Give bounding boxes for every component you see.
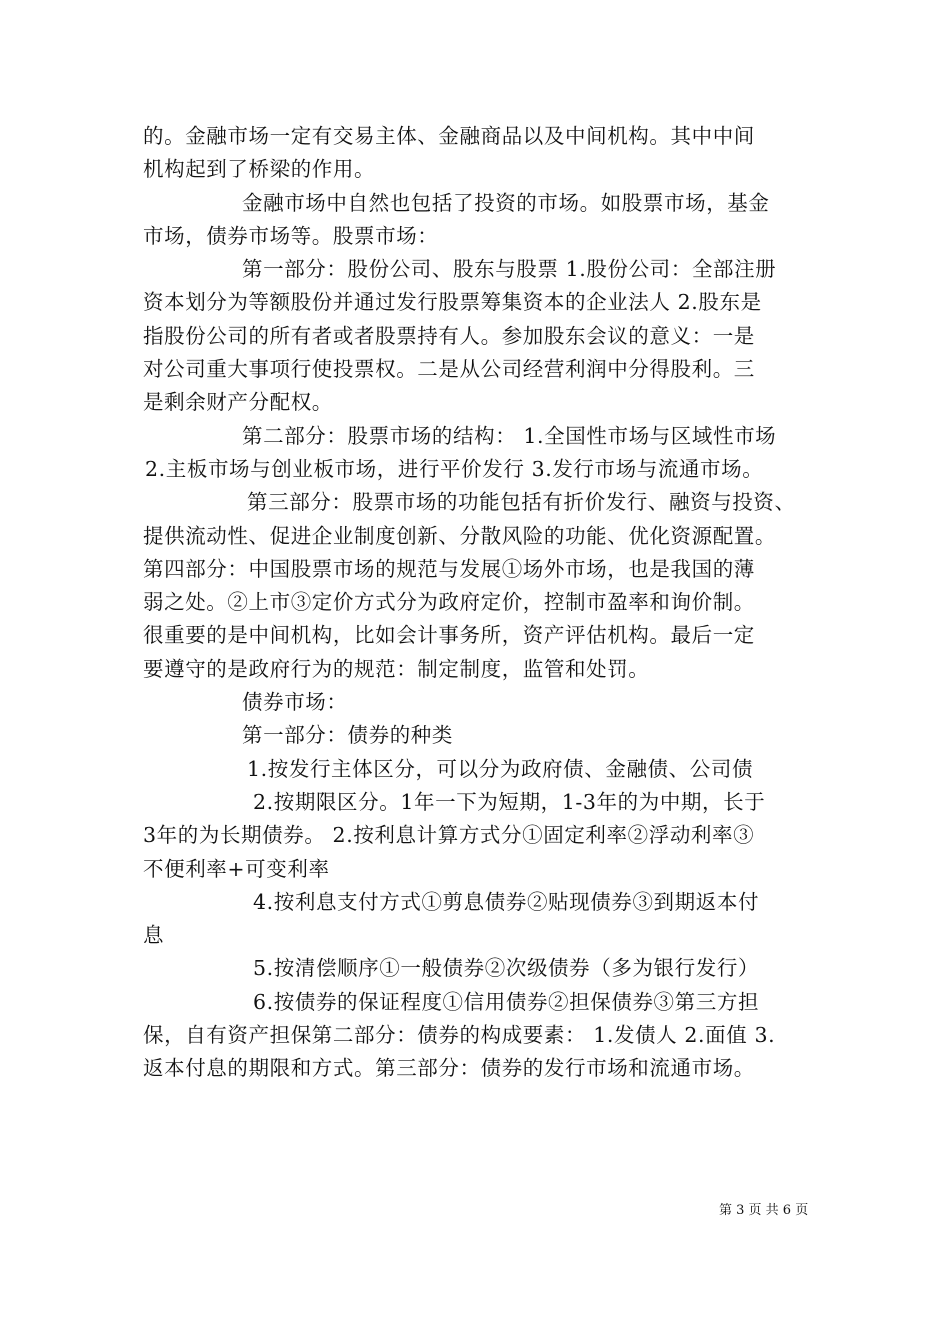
text-line: 资本划分为等额股份并通过发行股票筹集资本的企业法人 2.股东是 — [143, 290, 762, 315]
document-body — [143, 120, 809, 1086]
text-line: 对公司重大事项行使投票权。二是从公司经营利润中分得股利。三 — [143, 357, 755, 382]
text-line: 第四部分：中国股票市场的规范与发展①场外市场，也是我国的薄 — [143, 556, 755, 581]
text-line: 金融市场中自然也包括了投资的市场。如股票市场，基金 — [242, 190, 770, 215]
text-line: 第二部分：股票市场的结构： 1.全国性市场与区域性市场 — [242, 423, 777, 448]
list-item: 2.按期限区分。1年一下为短期，1-3年的为中期，长于 — [253, 789, 766, 814]
text-line: 弱之处。②上市③定价方式分为政府定价，控制市盈率和询价制。 — [143, 590, 755, 615]
text-line: 3年的为长期债券。 2.按利息计算方式分①固定利率②浮动利率③ — [143, 823, 755, 848]
text-line: 的。金融市场一定有交易主体、金融商品以及中间机构。其中中间 — [143, 124, 755, 148]
section-heading: 债券市场： — [242, 690, 348, 715]
list-item: 6.按债券的保证程度①信用债券②担保债券③第三方担 — [253, 989, 760, 1014]
text-line: 第三部分：股票市场的功能包括有折价发行、融资与投资、 — [247, 490, 796, 515]
text-line: 第一部分：债券的种类 — [242, 723, 453, 748]
text-line: 不便利率+可变利率 — [143, 856, 330, 881]
text-line: 2.主板市场与创业板市场，进行平价发行 3.发行市场与流通市场。 — [145, 456, 764, 481]
text-line: 机构起到了桥梁的作用。 — [143, 157, 376, 182]
text-line: 息 — [143, 923, 165, 948]
text-line: 保，自有资产担保第二部分：债券的构成要素： 1.发债人 2.面值 3. — [143, 1023, 776, 1048]
text-line: 第一部分：股份公司、股东与股票 1.股份公司：全部注册 — [242, 257, 777, 282]
text-line: 市场，债券市场等。股票市场： — [143, 223, 439, 248]
page-number: 第 3 页 共 6 页 — [719, 1203, 809, 1218]
text-line: 提供流动性、促进企业制度创新、分散风险的功能、优化资源配置。 — [143, 523, 776, 548]
text-line: 指股份公司的所有者或者股票持有人。参加股东会议的意义：一是 — [143, 323, 755, 348]
text-line: 是剩余财产分配权。 — [143, 390, 333, 415]
text-line: 要遵守的是政府行为的规范：制定制度，监管和处罚。 — [143, 656, 650, 681]
list-item: 1.按发行主体区分，可以分为政府债、金融债、公司债 — [247, 756, 754, 781]
text-line: 返本付息的期限和方式。第三部分：债券的发行市场和流通市场。 — [143, 1056, 755, 1081]
list-item: 4.按利息支付方式①剪息债券②贴现债券③到期返本付 — [253, 889, 760, 914]
text-line: 很重要的是中间机构，比如会计事务所，资产评估机构。最后一定 — [143, 623, 755, 648]
list-item: 5.按清偿顺序①一般债券②次级债券（多为银行发行） — [253, 956, 760, 981]
